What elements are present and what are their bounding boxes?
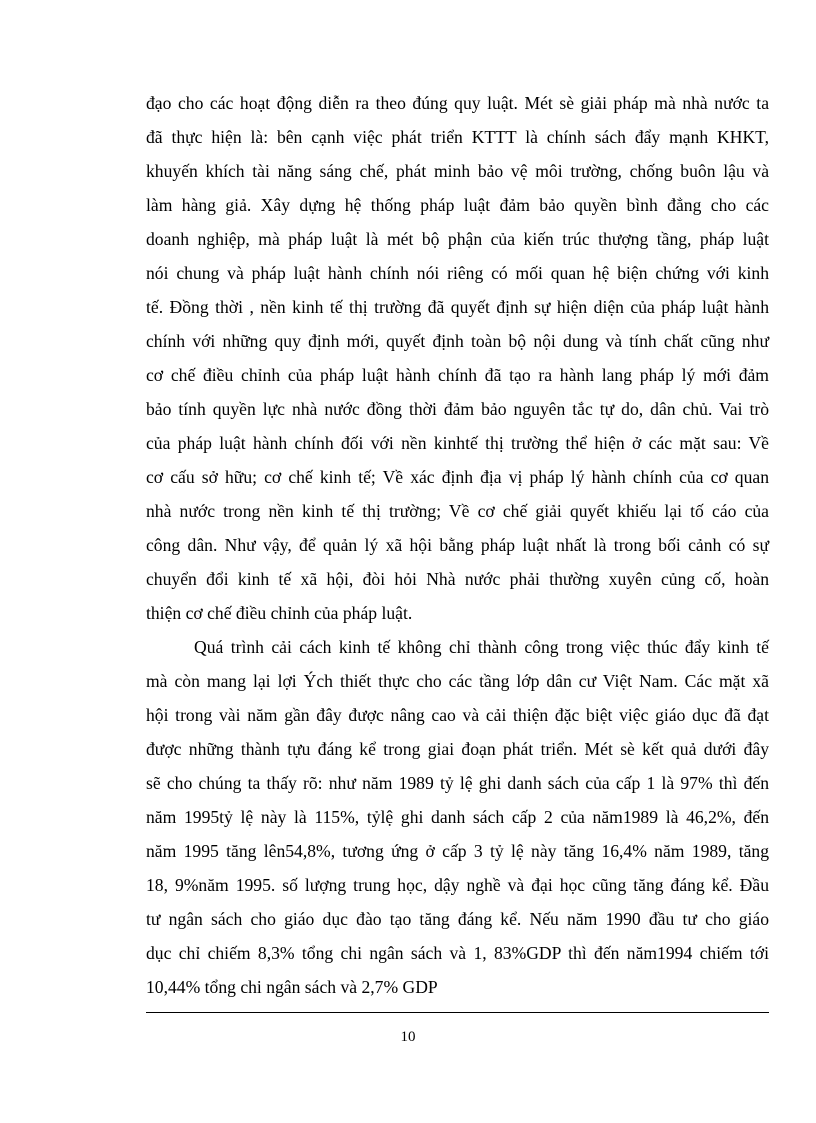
text-line: khuyến khích tài năng sáng chế, phát minh bảo vệ môi trường, chống buôn lậu và — [146, 161, 769, 181]
paragraph-1 — [146, 86, 769, 630]
text-line: cơ cấu sở hữu; cơ chế kinh tế; Về xác định địa vị pháp lý hành chính của cơ quan — [146, 467, 769, 487]
text-line: Quá trình cải cách kinh tế không chỉ thành công trong việc thúc đẩy kinh tế — [194, 637, 769, 657]
text-line: sẽ cho chúng ta thấy rõ: như năm 1989 tỷ lệ ghi danh sách của cấp 1 là 97% thì đến — [146, 773, 769, 793]
text-line: hội trong vài năm gần đây được nâng cao và cải thiện đặc biệt việc giáo dục đã đạt — [146, 705, 769, 725]
text-line: được những thành tựu đáng kể trong giai đoạn phát triển. Mét sè kết quả dưới đây — [146, 739, 769, 759]
body-text — [146, 86, 769, 1004]
text-line: đạo cho các hoạt động diễn ra theo đúng quy luật. Mét sè giải pháp mà nhà nước ta — [146, 93, 769, 113]
text-line: 10,44% tổng chi ngân sách và 2,7% GDP — [146, 977, 438, 997]
text-line: tư ngân sách cho giáo dục đào tạo tăng đáng kể. Nếu năm 1990 đầu tư cho giáo — [146, 909, 769, 929]
text-line: tế. Đồng thời , nền kinh tế thị trường đã quyết định sự hiện diện của pháp luật hành — [146, 297, 769, 317]
text-line: đã thực hiện là: bên cạnh việc phát triển KTTT là chính sách đẩy mạnh KHKT, — [146, 127, 769, 147]
text-line: làm hàng giả. Xây dựng hệ thống pháp luật đảm bảo quyền bình đẳng cho các — [146, 195, 769, 215]
text-line: chính với những quy định mới, quyết định toàn bộ nội dung và tính chất cũng như — [146, 331, 769, 351]
text-line: công dân. Như vậy, để quản lý xã hội bằng pháp luật nhất là trong bối cảnh có sự — [146, 535, 769, 555]
text-line: 18, 9%năm 1995. số lượng trung học, dậy nghề và đại học cũng tăng đáng kể. Đầu — [146, 875, 769, 895]
text-line: nói chung và pháp luật hành chính nói riêng có mối quan hệ biện chứng với kinh — [146, 263, 769, 283]
text-line: năm 1995tỷ lệ này là 115%, tỷlệ ghi danh sách cấp 2 của năm1989 là 46,2%, đến — [146, 807, 769, 827]
text-line: thiện cơ chế điều chỉnh của pháp luật. — [146, 603, 413, 623]
page-number: 10 — [400, 1029, 416, 1045]
text-line: dục chỉ chiếm 8,3% tổng chi ngân sách và 1, 83%GDP thì đến năm1994 chiếm tới — [146, 943, 769, 963]
paragraph-2 — [146, 630, 769, 1004]
footer-divider — [146, 1012, 769, 1013]
text-line: doanh nghiệp, mà pháp luật là mét bộ phận của kiến trúc thượng tầng, pháp luật — [146, 229, 769, 249]
text-line: mà còn mang lại lợi Ých thiết thực cho các tầng lớp dân cư Việt Nam. Các mặt xã — [146, 671, 769, 691]
text-line: năm 1995 tăng lên54,8%, tương ứng ở cấp 3 tỷ lệ này tăng 16,4% năm 1989, tăng — [146, 841, 769, 861]
text-line: của pháp luật hành chính đối với nền kinhtế thị trường thể hiện ở các mặt sau: Về — [146, 433, 769, 453]
text-line: nhà nước trong nền kinh tế thị trường; Về cơ chế giải quyết khiếu lại tố cáo của — [146, 501, 769, 521]
text-line: chuyển đổi kinh tế xã hội, đòi hỏi Nhà nước phải thường xuyên củng cố, hoàn — [146, 569, 769, 589]
text-line: bảo tính quyền lực nhà nước đồng thời đảm bảo nguyên tắc tự do, dân chủ. Vai trò — [146, 399, 769, 419]
text-line: cơ chế điều chỉnh của pháp luật hành chính đã tạo ra hành lang pháp lý mới đảm — [146, 365, 769, 385]
